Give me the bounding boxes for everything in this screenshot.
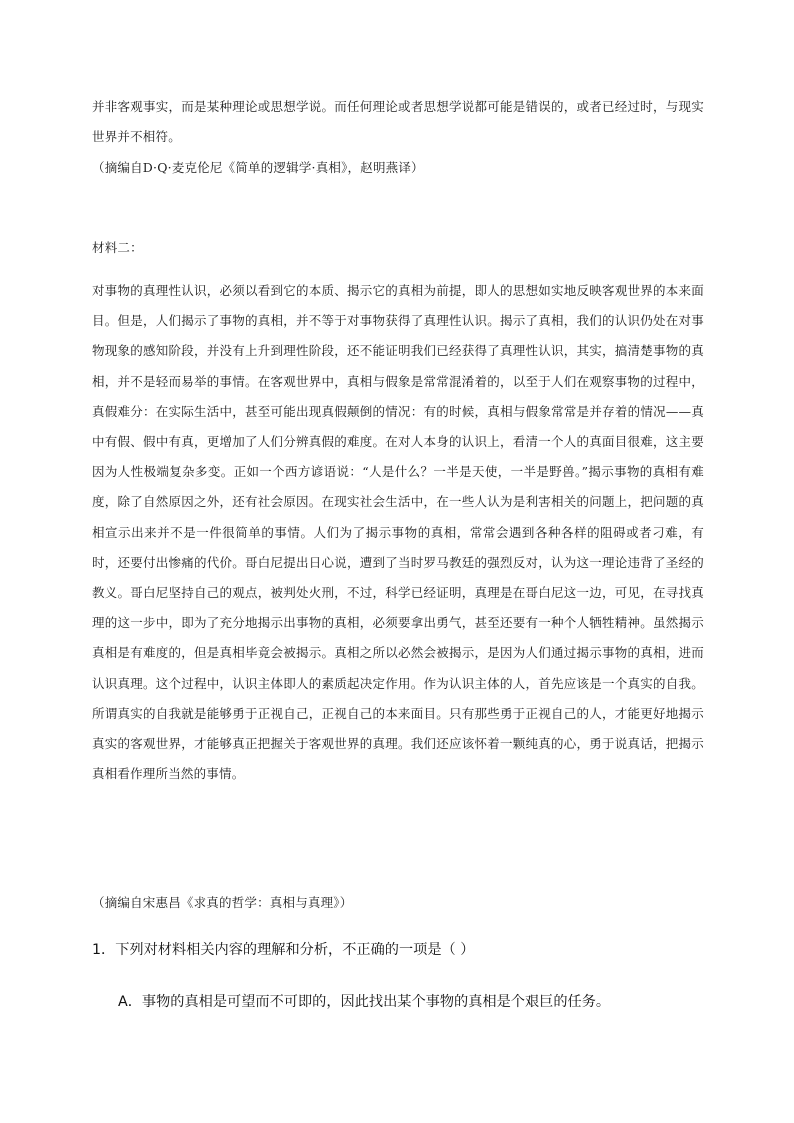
- question-1-stem: 1．下列对材料相关内容的理解和分析，不正确的一项是（ ）: [92, 942, 475, 958]
- question-1-option-a: A．事物的真相是可望而不可即的，因此找出某个事物的真相是个艰巨的任务。: [118, 994, 611, 1010]
- material1-source-citation: （摘编自D·Q·麦克伦尼《简单的逻辑学·真相》，赵明燕译）: [92, 160, 424, 175]
- material1-tail-paragraph: 并非客观事实，而是某种理论或思想学说。而任何理论或者思想学说都可能是错误的，或者已经过时，与现实世界并不相符。: [92, 99, 704, 145]
- material2-body-paragraph: 对事物的真理性认识，必须以看到它的本质、揭示它的真相为前提，即人的思想如实地反映客观世界的本来面目。但是，人们揭示了事物的真相，并不等于对事物获得了真理性认识。揭示了真相，我们的认识仍处在对事物现象的感知阶段，并没有上升到理性阶段，还不能证明我们已经获得了真理性认识，其实，搞清楚事物的真相，并不是轻而易举的事情。在客观世界中，真相与假象是常常混淆着的，以至于人们在观察事物的过程中，真假难分：在实际生活中，甚至可能出现真假颠倒的情况：有的时候，真相与假象常常是并存着的情况——真中有假、假中有真，更增加了人们分辨真假的难度。在对人本身的认识上，看清一个人的真面目很难，这主要因为人性极端复杂多变。正如一个西方谚语说：“人是什么？一半是天使，一半是野兽。”揭示事物的真相有难度，除了自然原因之外，还有社会原因。在现实社会生活中，在一些人认为是利害相关的问题上，把问题的真相宣示出来并不是一件很简单的事情。人们为了揭示事物的真相，常常会遇到各种各样的阻碍或者刁难，有时，还要付出惨痛的代价。哥白尼提出日心说，遭到了当时罗马教廷的强烈反对，认为这一理论违背了圣经的教义。哥白尼坚持自己的观点，被判处火刑，不过，科学已经证明，真理是在哥白尼这一边，可见，在寻找真理的这一步中，即为了充分地揭示出事物的真相，必须要拿出勇气，甚至还要有一种个人牺牲精神。虽然揭示真相是有难度的，但是真相毕竟会被揭示。真相之所以必然会被揭示，是因为人们通过揭示事物的真相，进而认识真理。这个过程中，认识主体即人的素质起决定作用。作为认识主体的人，首先应该是一个真实的自我。所谓真实的自我就是能够勇于正视自己，正视自己的本来面目。只有那些勇于正视自己的人，才能更好地揭示真实的客观世界，才能够真正把握关于客观世界的真理。我们还应该怀着一颗纯真的心，勇于说真话，把揭示真相看作理所当然的事情。: [92, 283, 704, 782]
- material2-source-citation: （摘编自宋惠昌《求真的哲学：真相与真理》）: [92, 895, 353, 910]
- material2-heading: 材料二：: [92, 240, 143, 255]
